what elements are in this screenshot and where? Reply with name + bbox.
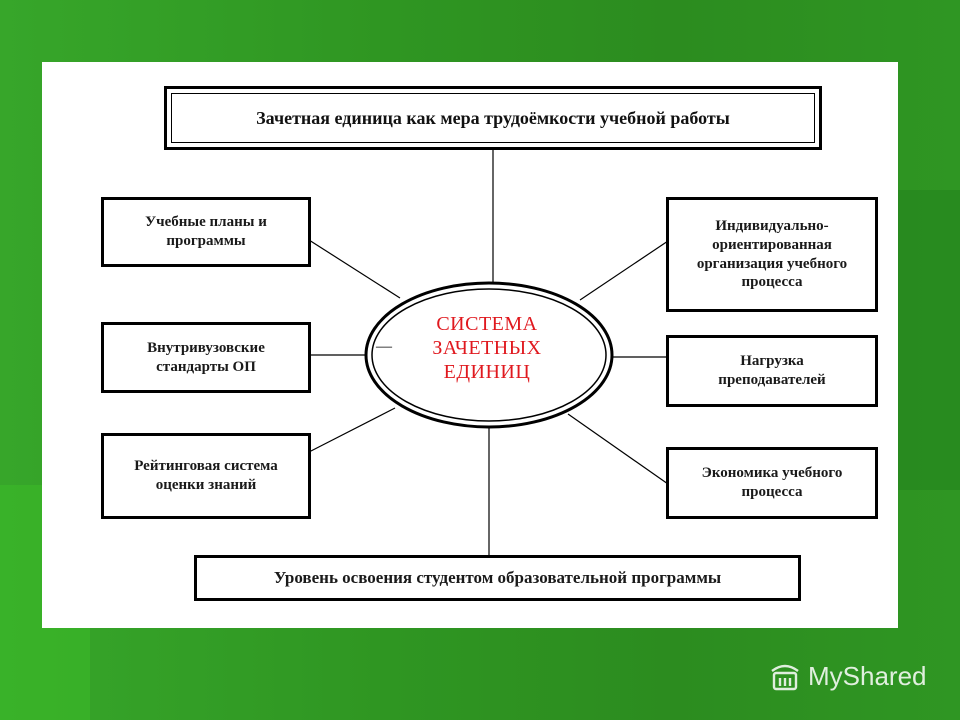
- center-title-line-2: ЗАЧЕТНЫХ: [432, 337, 542, 359]
- left-box-1: [101, 197, 311, 267]
- right-box-2: [666, 335, 878, 407]
- connector-right-1: [580, 241, 668, 300]
- right-box-3: [666, 447, 878, 519]
- bottom-box-label: Уровень освоения студентом образовательной программы: [273, 568, 722, 588]
- watermark-text: MyShared: [808, 660, 927, 691]
- left-box-3: [101, 433, 311, 519]
- top-box: [164, 86, 822, 150]
- bottom-box: [194, 555, 801, 601]
- connector-left-1: [309, 240, 400, 298]
- connector-right-3: [568, 414, 668, 484]
- left-box-3-label: Рейтинговая система оценки знаний: [134, 458, 278, 493]
- center-title-line-3: ЕДИНИЦ: [443, 361, 531, 383]
- dash-mark: —: [376, 338, 392, 355]
- right-box-2-label: Нагрузка преподавателей: [718, 353, 826, 388]
- center-title: [382, 312, 592, 384]
- right-box-1-label: Индивидуально-ориентированная организация учебного процесса: [696, 218, 848, 291]
- center-title-line-1: СИСТЕМА: [436, 313, 538, 335]
- left-box-2: [101, 322, 311, 393]
- left-box-2-label: Внутривузовские стандарты ОП: [147, 339, 265, 375]
- watermark: [768, 656, 948, 696]
- left-box-1-label: Учебные планы и программы: [145, 214, 267, 249]
- connector-left-3: [309, 408, 395, 452]
- right-box-1: [666, 197, 878, 312]
- myshared-logo-icon: [768, 659, 802, 693]
- right-box-3-label: Экономика учебного процесса: [701, 465, 843, 500]
- top-box-label: Зачетная единица как мера трудоёмкости учебной работы: [171, 93, 815, 143]
